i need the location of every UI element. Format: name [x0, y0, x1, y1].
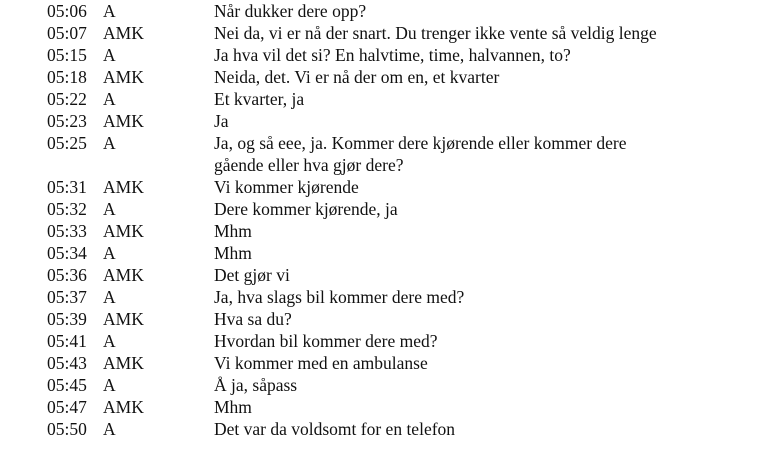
timestamp: 05:31 — [47, 177, 87, 197]
utterance: Når dukker dere opp? — [214, 1, 367, 21]
speaker: A — [103, 45, 116, 65]
timestamp: 05:32 — [47, 199, 87, 219]
timestamp: 05:43 — [47, 353, 87, 373]
speaker: AMK — [103, 309, 144, 329]
speaker: A — [103, 287, 116, 307]
transcript-row — [0, 110, 770, 132]
transcript-row — [0, 176, 770, 198]
timestamp: 05:41 — [47, 331, 87, 351]
timestamp: 05:36 — [47, 265, 87, 285]
speaker: AMK — [103, 265, 144, 285]
utterance: Dere kommer kjørende, ja — [214, 199, 398, 219]
utterance: Ja, og så eee, ja. Kommer dere kjørende eller kommer dere gående eller hva gjør dere? — [214, 133, 627, 175]
transcript-row — [0, 198, 770, 220]
transcript-row — [0, 308, 770, 330]
speaker: A — [103, 243, 116, 263]
timestamp: 05:33 — [47, 221, 87, 241]
speaker: AMK — [103, 353, 144, 373]
timestamp: 05:37 — [47, 287, 87, 307]
speaker: A — [103, 199, 116, 219]
timestamp: 05:06 — [47, 1, 87, 21]
utterance: Neida, det. Vi er nå der om en, et kvarter — [214, 67, 500, 87]
transcript-row — [0, 220, 770, 242]
utterance: Vi kommer med en ambulanse — [214, 353, 428, 373]
timestamp: 05:47 — [47, 397, 87, 417]
timestamp: 05:22 — [47, 89, 87, 109]
utterance: Hvordan bil kommer dere med? — [214, 331, 438, 351]
speaker: A — [103, 1, 116, 21]
utterance: Et kvarter, ja — [214, 89, 305, 109]
transcript-row — [0, 0, 770, 22]
speaker: AMK — [103, 177, 144, 197]
utterance: Nei da, vi er nå der snart. Du trenger ikke vente så veldig lenge — [214, 23, 657, 43]
utterance: Det var da voldsomt for en telefon — [214, 419, 456, 439]
transcript-row — [0, 352, 770, 374]
transcript-row — [0, 286, 770, 308]
utterance: Ja, hva slags bil kommer dere med? — [214, 287, 465, 307]
transcript-row — [0, 374, 770, 396]
transcript-row — [0, 330, 770, 352]
speaker: AMK — [103, 67, 144, 87]
speaker: AMK — [103, 397, 144, 417]
transcript-row — [0, 132, 770, 176]
utterance: Hva sa du? — [214, 309, 292, 329]
speaker: AMK — [103, 221, 144, 241]
speaker: A — [103, 375, 116, 395]
speaker: AMK — [103, 23, 144, 43]
utterance: Det gjør vi — [214, 265, 290, 285]
timestamp: 05:23 — [47, 111, 87, 131]
speaker: A — [103, 133, 116, 153]
timestamp: 05:15 — [47, 45, 87, 65]
transcript-row — [0, 22, 770, 44]
utterance: Ja — [214, 111, 229, 131]
transcript-row — [0, 264, 770, 286]
transcript-row — [0, 418, 770, 440]
transcript-row — [0, 396, 770, 418]
timestamp: 05:07 — [47, 23, 87, 43]
utterance: Ja hva vil det si? En halvtime, time, halvannen, to? — [214, 45, 571, 65]
utterance: Vi kommer kjørende — [214, 177, 359, 197]
speaker: A — [103, 331, 116, 351]
transcript-row — [0, 66, 770, 88]
transcript-row — [0, 242, 770, 264]
utterance: Mhm — [214, 397, 252, 417]
timestamp: 05:50 — [47, 419, 87, 439]
timestamp: 05:45 — [47, 375, 87, 395]
speaker: A — [103, 89, 116, 109]
timestamp: 05:18 — [47, 67, 87, 87]
timestamp: 05:25 — [47, 133, 87, 153]
utterance: Å ja, såpass — [214, 375, 298, 395]
transcript-row — [0, 88, 770, 110]
speaker: AMK — [103, 111, 144, 131]
speaker: A — [103, 419, 116, 439]
transcript-row — [0, 44, 770, 66]
utterance: Mhm — [214, 243, 252, 263]
timestamp: 05:34 — [47, 243, 87, 263]
utterance: Mhm — [214, 221, 252, 241]
timestamp: 05:39 — [47, 309, 87, 329]
